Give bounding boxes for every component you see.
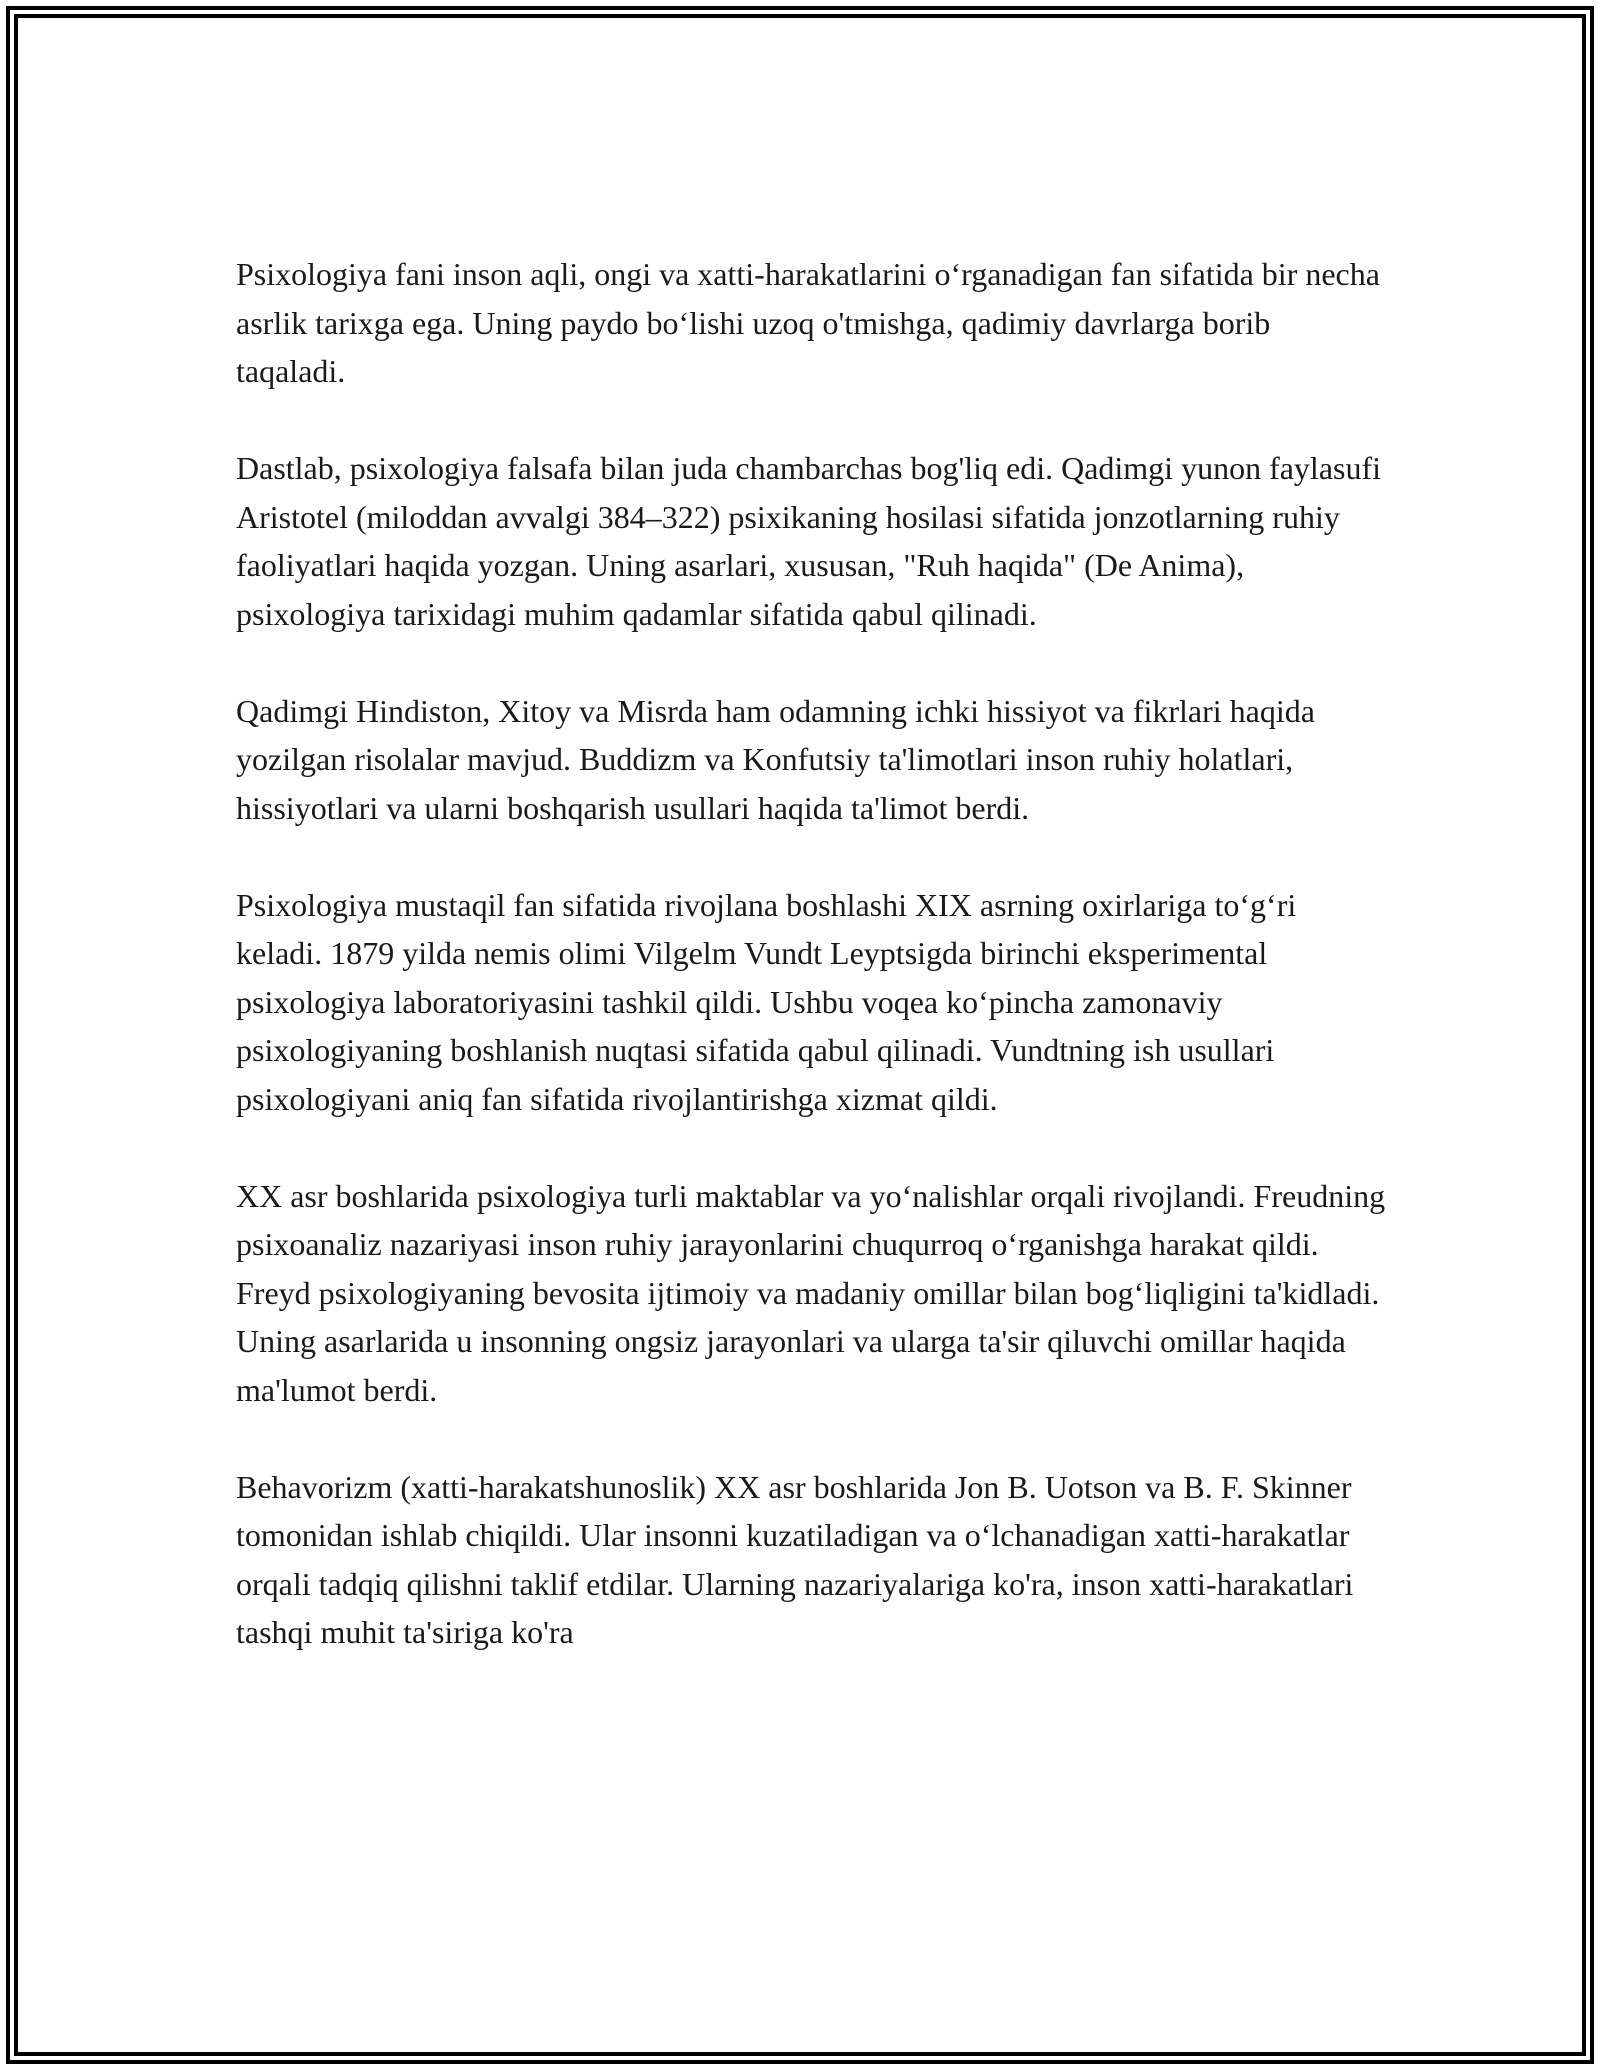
paragraph-freud: XX asr boshlarida psixologiya turli maktablar va yo‘nalishlar orqali rivojlandi. Freudning psixoanaliz nazariyasi inson ruhiy jarayonlarini chuqurroq o‘rganishga harakat qildi. Freyd psixologiyaning bevosita ijtimoiy va madaniy omillar bilan bog‘liqligini ta'kidladi. Uning asarlarida u insonning ongsiz jarayonlari va ularga ta'sir qiluvchi omillar haqida ma'lumot berdi. [236,1177,1386,1408]
document-body [236,250,1386,1657]
paragraph-ancient-east: Qadimgi Hindiston, Xitoy va Misrda ham odamning ichki hissiyot va fikrlari haqida yozilgan risolalar mavjud. Buddizm va Konfutsiy ta'limotlari inson ruhiy holatlari, hissiyotlari va ularni boshqarish usullari haqida ta'limot berdi. [236,692,1315,826]
paragraph-philosophy: Dastlab, psixologiya falsafa bilan juda chambarchas bog'liq edi. Qadimgi yunon faylasufi Aristotel (miloddan avvalgi 384–322) psixikaning hosilasi sifatida jonzotlarning ruhiy faoliyatlari haqida yozgan. Uning asarlari, xususan, "Ruh haqida" (De Anima), psixologiya tarixidagi muhim qadamlar sifatida qabul qilinadi. [236,450,1382,632]
paragraph-wundt: Psixologiya mustaqil fan sifatida rivojlana boshlashi XIX asrning oxirlariga to‘g‘ri keladi. 1879 yilda nemis olimi Vilgelm Vundt Leyptsigda birinchi eksperimental psixologiya laboratoriyasini tashkil qildi. Ushbu voqea ko‘pincha zamonaviy psixologiyaning boshlanish nuqtasi sifatida qabul qilinadi. Vundtning ish usullari psixologiyani aniq fan sifatida rivojlantirishga xizmat qildi. [236,886,1297,1117]
paragraph-origins: Psixologiya fani inson aqli, ongi va xatti-harakatlarini o‘rganadigan fan sifatida bir necha asrlik tarixga ega. Uning paydo bo‘lishi uzoq o'tmishga, qadimiy davrlarga borib taqaladi. [236,256,1380,389]
paragraph-behaviorism: Behavorizm (xatti-harakatshunoslik) XX asr boshlarida Jon B. Uotson va B. F. Skinner tomonidan ishlab chiqildi. Ular insonni kuzatiladigan va o‘lchanadigan xatti-harakatlar orqali tadqiq qilishni taklif etdilar. Ularning nazariyalariga ko'ra, inson xatti-harakatlari tashqi muhit ta'siriga ko'ra [236,1468,1354,1650]
